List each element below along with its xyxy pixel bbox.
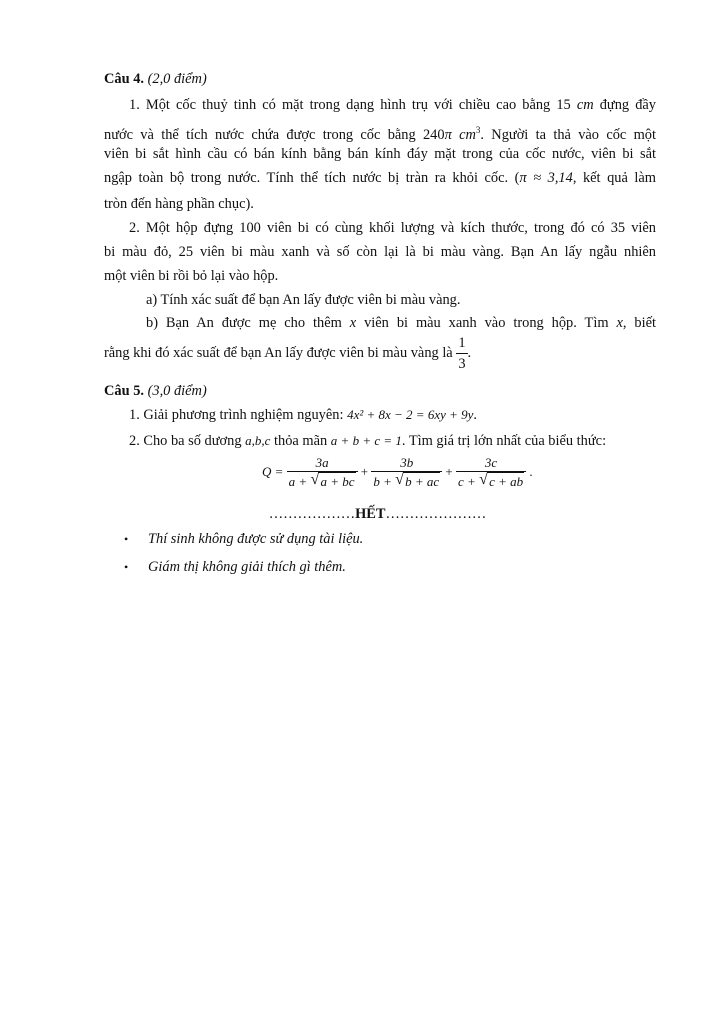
text: b) Bạn An được mẹ cho thêm <box>146 315 350 331</box>
text: . Người ta thả vào cốc một <box>480 127 656 143</box>
fraction-one-third <box>456 336 467 371</box>
dots: ………………… <box>385 506 487 522</box>
denominator <box>456 472 526 488</box>
text: a + <box>288 474 308 489</box>
radicand: a + bc <box>320 474 355 489</box>
q4-p2-a: a) Tính xác suất để bạn An lấy được viên bi màu vàng. <box>146 292 461 308</box>
text: viên bi màu xanh vào trong hộp. Tìm <box>356 315 617 331</box>
radicand: b + ac <box>405 474 440 489</box>
text: đựng đầy <box>593 97 657 113</box>
term-2 <box>371 456 442 488</box>
q4-p1-line5: tròn đến hàng phần chục). <box>104 196 254 212</box>
text: nước và thể tích nước chứa được trong cốc bằng 240 <box>104 127 445 143</box>
text: 2. Cho ba số dương <box>129 433 246 449</box>
numerator: 3b <box>371 456 442 472</box>
q4-heading-line <box>104 70 656 88</box>
text: rằng khi đó xác suất để bạn An lấy được viên bi màu vàng là <box>104 345 453 361</box>
q-expression <box>262 456 542 502</box>
q5-points: (3,0 điểm) <box>147 383 207 399</box>
q4-p2-line3: một viên bi rồi bỏ lại vào hộp. <box>104 268 279 284</box>
text: b + <box>373 474 392 489</box>
denominator: 3 <box>458 355 466 372</box>
text: . Tìm giá trị lớn nhất của biểu thức: <box>401 433 607 449</box>
q4-p2-b-line1 <box>146 314 656 332</box>
q4-p2-b-line2 <box>104 333 656 373</box>
end-marker <box>0 505 725 523</box>
unit: cm <box>576 97 594 113</box>
sqrt-icon: √ c + ab <box>479 471 524 489</box>
q4-p1-line1 <box>129 96 656 114</box>
plus: + <box>360 464 369 479</box>
text: 1. Một cốc thuỷ tinh có mặt trong dạng hình trụ với chiều cao bằng 15 <box>129 97 577 113</box>
term-1 <box>287 456 358 488</box>
plus: + <box>445 464 453 479</box>
q4-p2-line2: bi màu đỏ, 25 viên bi màu xanh và số còn lại là bi màu vàng. Bạn An lấy ngẫu nhiên <box>104 244 656 260</box>
q5-p2 <box>129 432 656 450</box>
math: a + b + c = 1 <box>330 433 402 448</box>
math: π ≈ 3,14 <box>519 170 573 186</box>
bullet-icon: • <box>124 532 129 546</box>
q5-p1 <box>129 406 656 424</box>
math: a,b,c <box>245 433 271 448</box>
q4-p2-line1: 2. Một hộp đựng 100 viên bi có cùng khối lượng và kích thước, trong đó có 35 viên <box>129 220 656 236</box>
exponent: 3 <box>475 125 481 135</box>
term-3 <box>456 456 526 488</box>
bullet-icon: • <box>124 560 129 574</box>
note-1: Thí sinh không được sử dụng tài liệu. <box>148 531 364 547</box>
dots: ……………… <box>268 506 356 522</box>
math: x <box>616 315 623 331</box>
end-word: HẾT <box>355 506 386 522</box>
text: ngập toàn bộ trong nước. Tính thể tích nước bị tràn ra khỏi cốc. ( <box>104 170 520 186</box>
q4-p1-line2 <box>104 121 656 144</box>
equation: 4x² + 8x − 2 = 6xy + 9y <box>347 407 474 422</box>
sqrt-icon: √ a + bc <box>310 471 355 489</box>
q4-points: (2,0 điểm) <box>147 71 207 87</box>
q4-p1-line3: viên bi sắt hình cầu có bán kính bằng bán kính đáy mặt trong của cốc nước, viên bi sắt <box>104 146 656 162</box>
q4-heading: Câu 4. <box>104 71 144 87</box>
text: , kết quả làm <box>572 170 656 186</box>
denominator <box>371 472 442 488</box>
q-label: Q = <box>262 464 284 479</box>
sqrt-icon: √ b + ac <box>395 471 440 489</box>
period: . <box>529 464 533 479</box>
q5-heading-line <box>104 382 656 400</box>
numerator: 3c <box>456 456 526 472</box>
math: x <box>349 315 357 331</box>
numerator: 3a <box>287 456 358 472</box>
text: 1. Giải phương trình nghiệm nguyên: <box>129 407 348 423</box>
numerator: 1 <box>456 336 467 353</box>
text: . <box>473 407 478 423</box>
denominator <box>287 472 358 488</box>
radicand: c + ab <box>489 474 524 489</box>
text: thỏa mãn <box>270 433 331 449</box>
text: , biết <box>622 315 656 331</box>
q5-heading: Câu 5. <box>104 383 144 399</box>
note-2: Giám thị không giải thích gì thêm. <box>148 559 346 575</box>
q4-p1-line4 <box>104 169 656 187</box>
text: . <box>467 345 472 361</box>
math: π cm <box>444 127 476 143</box>
text: c + <box>458 474 476 489</box>
